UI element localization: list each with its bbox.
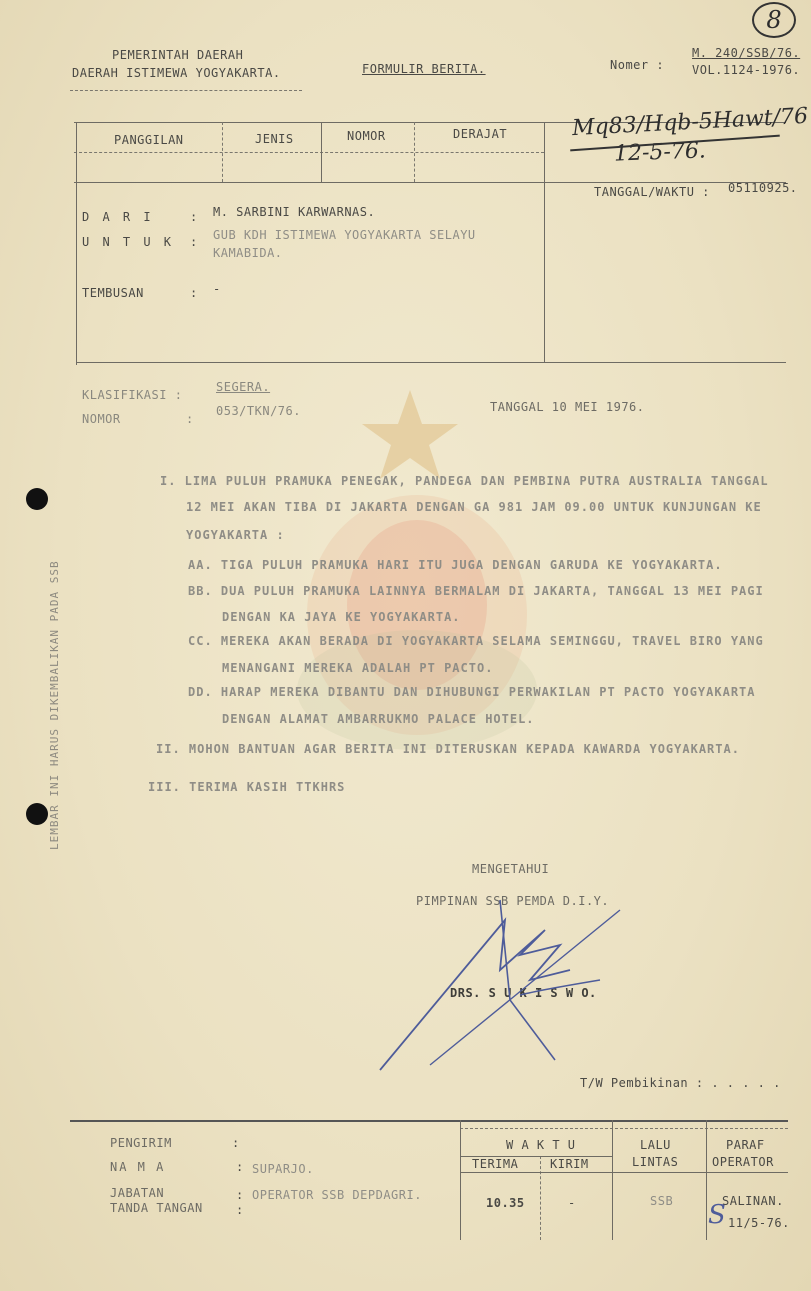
kirim-value: - [568,1196,576,1210]
klasifikasi-label: KLASIFIKASI : [82,388,183,402]
top-table-bottom-border [74,182,786,183]
item-bb-line-1: BB. DUA PULUH PRAMUKA LAINNYA BERMALAM DI JAKARTA, TANGGAL 13 MEI PAGI [188,584,764,598]
footer-divider-3 [612,1120,613,1240]
untuk-label: U N T U K [82,235,175,249]
col-jenis: JENIS [255,132,294,146]
paragraph-2: II. MOHON BANTUAN AGAR BERITA INI DITERUSKAN KEPADA KAWARDA YOGYAKARTA. [156,742,740,756]
handwritten-signature [370,880,640,1080]
nomor-value-1: M. 240/SSB/76. [692,46,801,60]
col-divider-3 [414,122,415,182]
lalu-label-2: LINTAS [632,1155,679,1169]
col-divider-4 [544,122,545,362]
untuk-colon: : [190,235,198,249]
tw-pembikinan: T/W Pembikinan : . . . . . [580,1076,781,1090]
terima-value: 10.35 [486,1196,525,1210]
paraf-date: 11/5-76. [728,1216,790,1230]
item-dd-line-2: DENGAN ALAMAT AMBARRUKMO PALACE HOTEL. [222,712,535,726]
signature-line-1: MENGETAHUI [472,862,550,876]
table-left-border [76,122,77,365]
lalu-value: SSB [650,1194,674,1208]
item-aa: AA. TIGA PULUH PRAMUKA HARI ITU JUGA DENGAN GARUDA KE YOGYAKARTA. [188,558,723,572]
col-derajat: DERAJAT [453,127,508,141]
footer-top-border [70,1120,788,1122]
footer-divider-2 [540,1156,541,1240]
kirim-label: KIRIM [550,1157,589,1171]
nomor-label: Nomer : [610,58,665,72]
waktu-label: W A K T U [506,1138,576,1152]
paraf-value: SALINAN. [722,1194,784,1208]
terima-label: TERIMA [472,1157,519,1171]
item-dd-line-1: DD. HARAP MEREKA DIBANTU DAN DIHUBUNGI PERWAKILAN PT PACTO YOGYAKARTA [188,685,756,699]
handwritten-reference: Mq83/Hqb-5Hawt/76 [571,103,809,142]
punch-hole-bottom [26,803,48,825]
col-panggilan: PANGGILAN [114,133,184,147]
star-icon [362,390,458,479]
dari-label: D A R I [82,210,154,224]
nama-value: SUPARJO. [252,1162,314,1176]
untuk-value-2: KAMABIDA. [213,246,283,260]
pengirim-colon: : [232,1136,240,1150]
footer-header-divider [460,1172,788,1173]
top-table-row-divider [74,152,544,153]
item-bb-line-2: DENGAN KA JAYA KE YOGYAKARTA. [222,610,461,624]
jabatan-colon: : [236,1188,244,1202]
nama-colon: : [236,1160,244,1174]
paragraph-3: III. TERIMA KASIH TTKHRS [148,780,346,794]
item-cc-line-1: CC. MEREKA AKAN BERADA DI YOGYAKARTA SELAMA SEMINGGU, TRAVEL BIRO YANG [188,634,764,648]
paragraph-1-line-1: I. LIMA PULUH PRAMUKA PENEGAK, PANDEGA DAN PEMBINA PUTRA AUSTRALIA TANGGAL [160,474,769,488]
paraf-label-1: PARAF [726,1138,765,1152]
tanggal-waktu-label: TANGGAL/WAKTU : [594,185,710,199]
lalu-label-1: LALU [640,1138,671,1152]
jabatan-value: OPERATOR SSB DEPDAGRI. [252,1188,422,1202]
address-bottom-border [76,362,786,363]
jabatan-label: JABATAN [110,1186,165,1200]
tanggal-waktu-value: 05110925. [728,181,798,195]
page-number: 8 [752,2,796,38]
nomor-value-2: VOL.1124-1976. [692,63,801,77]
punch-hole-top [26,488,48,510]
handwritten-date: 12-5-76. [613,138,707,167]
paraf-label-2: OPERATOR [712,1155,774,1169]
tembusan-colon: : [190,286,198,300]
tanda-tangan-colon: : [236,1203,244,1217]
message-date: TANGGAL 10 MEI 1976. [490,400,645,414]
col-nomor: NOMOR [347,129,386,143]
side-note: LEMBAR INI HARUS DIKEMBALIKAN PADA SSB [48,560,61,850]
tanda-tangan-label: TANDA TANGAN [110,1201,203,1215]
footer-divider-4 [706,1120,707,1240]
dari-value: M. SARBINI KARWARNAS. [213,205,376,219]
footer-divider-1 [460,1120,461,1240]
col-divider-1 [222,122,223,182]
org-line-2: DAERAH ISTIMEWA YOGYAKARTA. [72,66,281,80]
tembusan-value: - [213,282,221,296]
signature-line-2: PIMPINAN SSB PEMDA D.I.Y. [416,894,610,908]
nama-label: NA M A [110,1160,166,1174]
item-cc-line-2: MENANGANI MEREKA ADALAH PT PACTO. [222,661,494,675]
klasifikasi-nomor-colon: : [186,412,194,426]
untuk-value-1: GUB KDH ISTIMEWA YOGYAKARTA SELAYU [213,228,476,242]
signer-name: DRS. S U K I S W O. [450,986,597,1000]
klasifikasi-nomor-value: 053/TKN/76. [216,404,301,418]
col-divider-2 [321,122,322,182]
klasifikasi-value: SEGERA. [216,380,271,394]
paragraph-1-line-3: YOGYAKARTA : [186,528,285,542]
paraf-initial: S [708,1200,726,1230]
org-underline [70,90,302,91]
form-title: FORMULIR BERITA. [362,62,486,76]
pengirim-label: PENGIRIM [110,1136,172,1150]
org-line-1: PEMERINTAH DAERAH [112,48,244,62]
dari-colon: : [190,210,198,224]
footer-top-border-dash [460,1128,788,1129]
klasifikasi-nomor-label: NOMOR [82,412,121,426]
tembusan-label: TEMBUSAN [82,286,144,300]
paragraph-1-line-2: 12 MEI AKAN TIBA DI JAKARTA DENGAN GA 981 JAM 09.00 UNTUK KUNJUNGAN KE [186,500,762,514]
